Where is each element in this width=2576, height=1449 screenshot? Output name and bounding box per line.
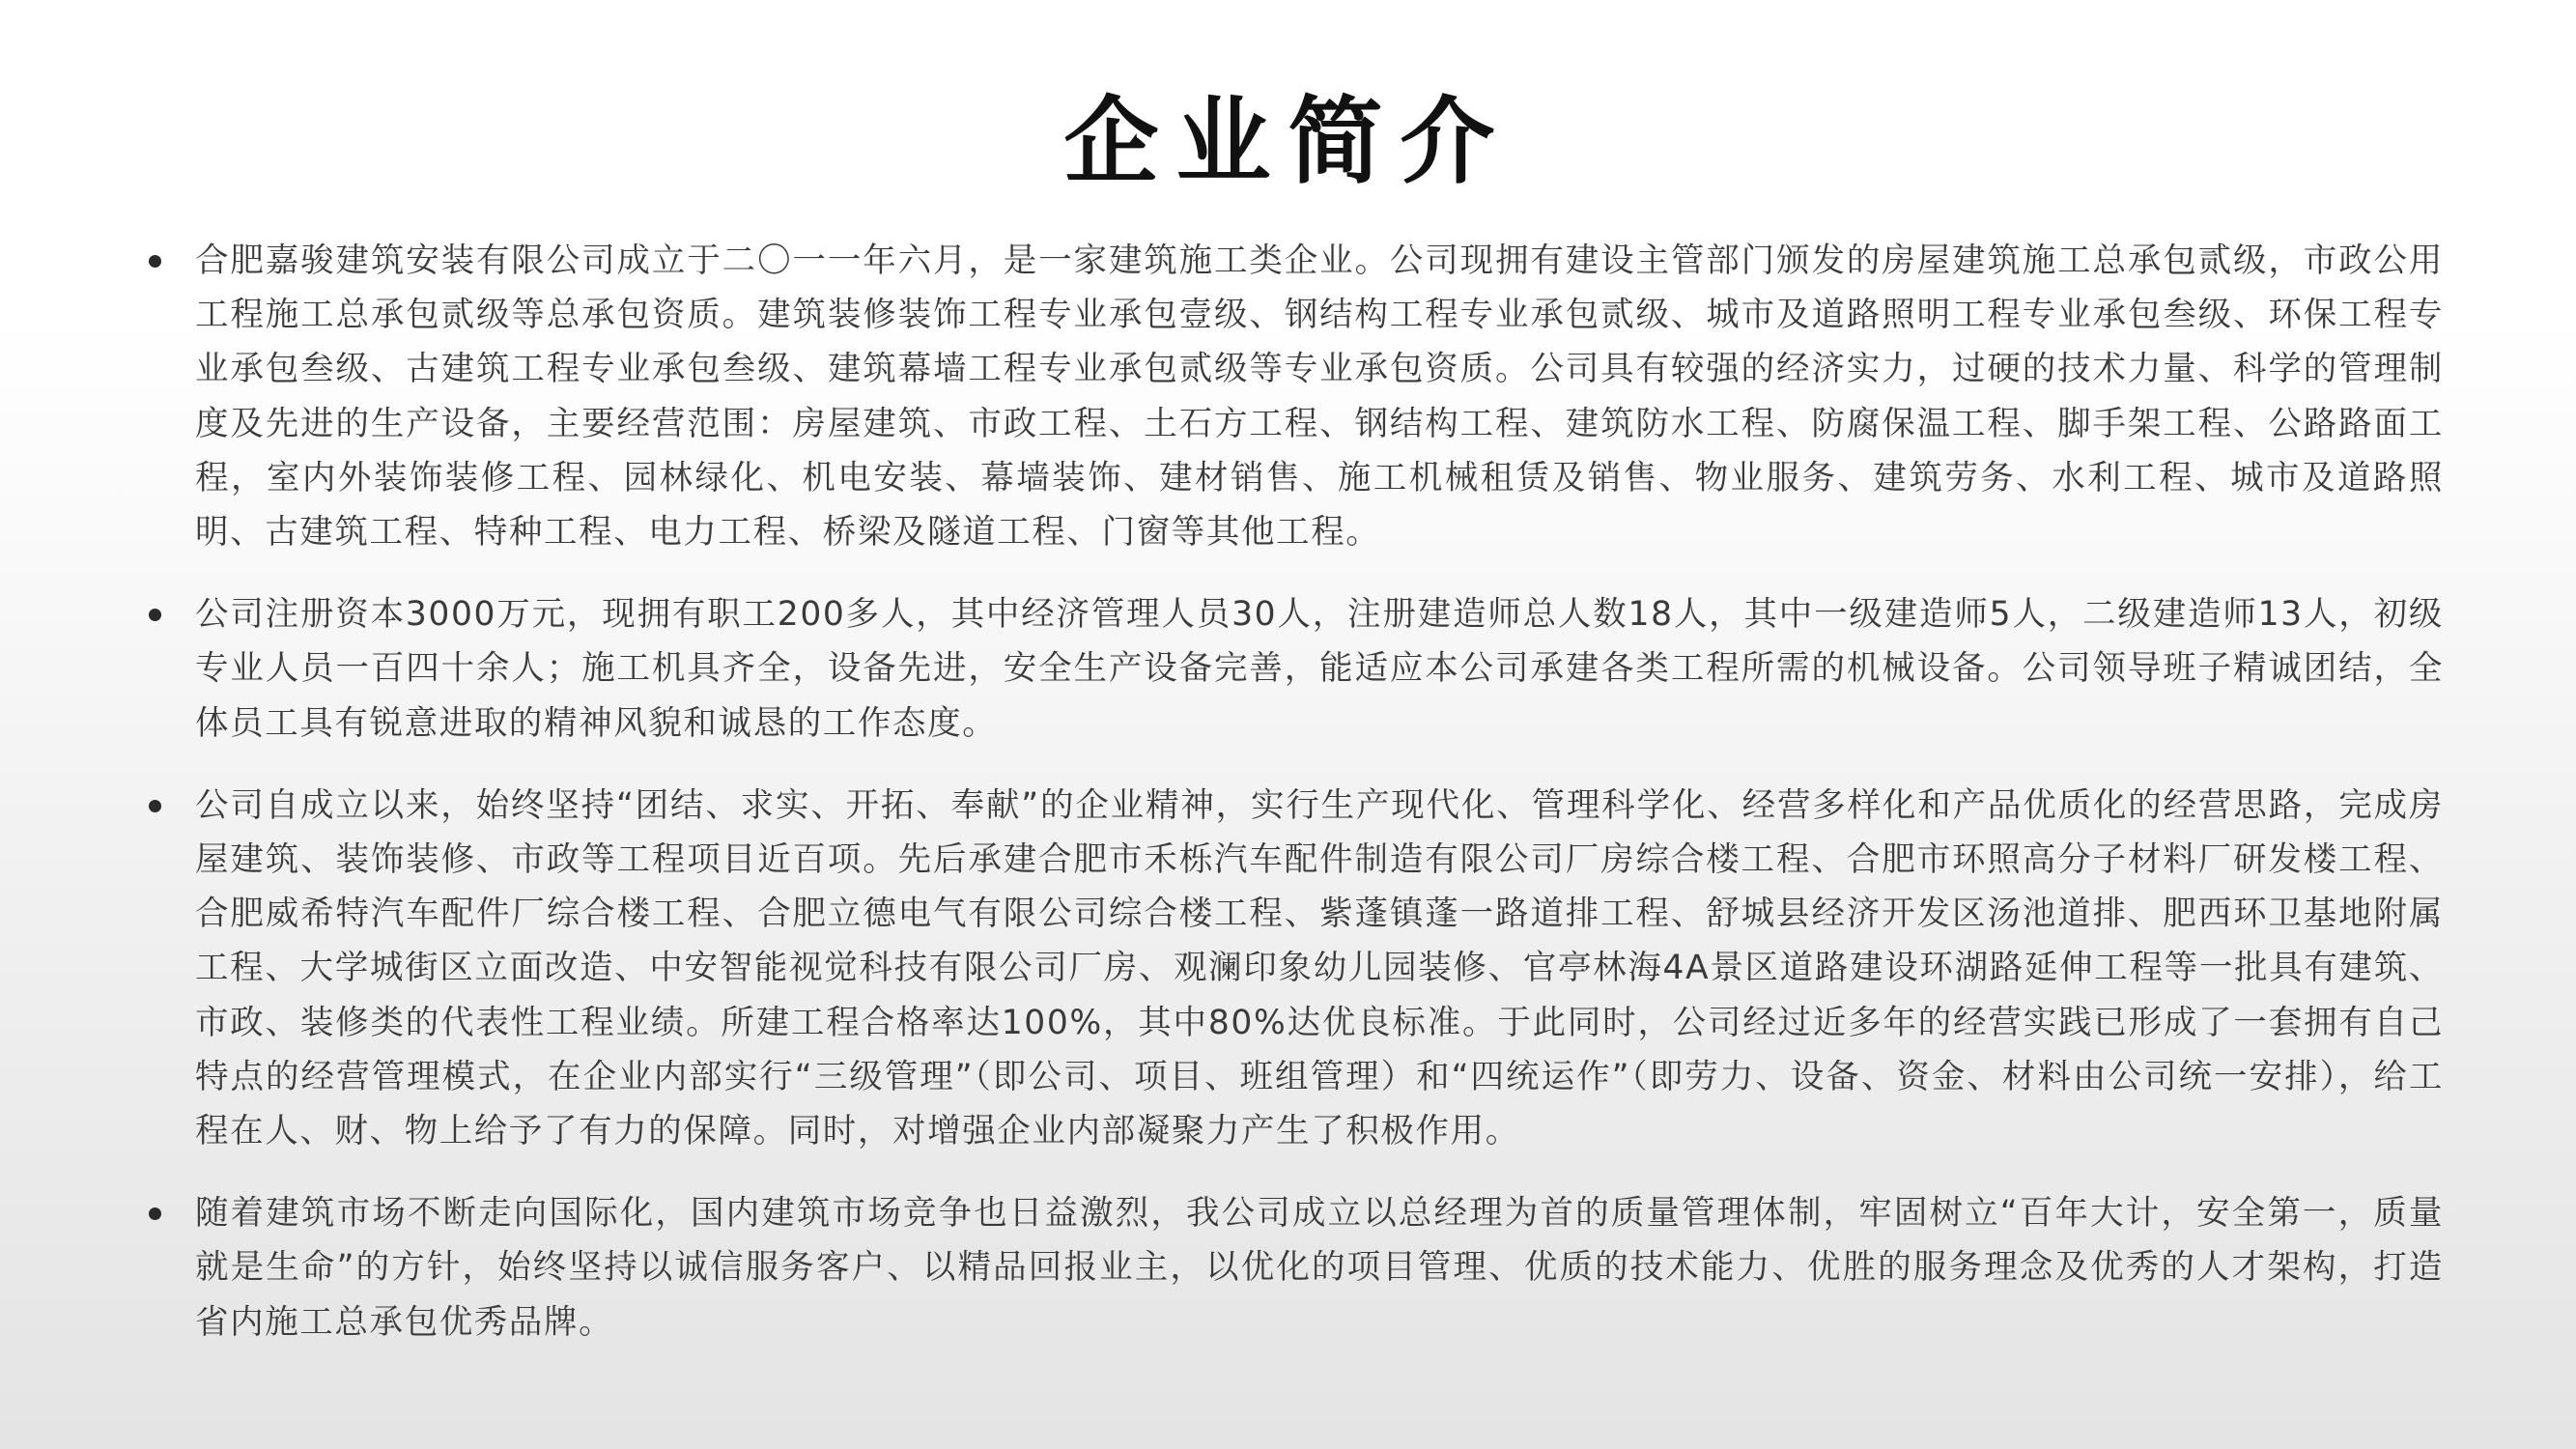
paragraph-text: 随着建筑市场不断走向国际化，国内建筑市场竞争也日益激烈，我公司成立以总经理为首的质量管理体制，牢固树立“百年大计，安全第一，质量就是生命”的方针，始终坚持以诚信服务客户、以精品回报业主，以优化的项目管理、优质的技术能力、优胜的服务理念及优秀的人才架构，打造省内施工总承包优秀品牌。 — [195, 1194, 2444, 1342]
paragraph-text: 公司自成立以来，始终坚持“团结、求实、开拓、奉献”的企业精神，实行生产现代化、管理科学化、经营多样化和产品优质化的经营思路，完成房屋建筑、装饰装修、市政等工程项目近百项。先后承建合肥市禾栎汽车配件制造有限公司厂房综合楼工程、合肥市环照高分子材料厂研发楼工程、合肥威希特汽车配件厂综合楼工程、合肥立德电气有限公司综合楼工程、紫蓬镇蓬一路道排工程、舒城县经济开发区汤池道排、肥西环卫基地附属工程、大学城街区立面改造、中安智能视觉科技有限公司厂房、观澜印象幼儿园装修、官亭林海4A景区道路建设环湖路延伸工程等一批具有建筑、市政、装修类的代表性工程业绩。所建工程合格率达100%，其中80%达优良标准。于此同时，公司经过近多年的经营实践已形成了一套拥有自己特点的经营管理模式，在企业内部实行“三级管理”（即公司、项目、班组管理）和“四统运作”（即劳力、设备、资金、材料由公司统一安排），给工程在人、财、物上给予了有力的保障。同时，对增强企业内部凝聚力产生了积极作用。 — [195, 785, 2444, 1151]
page-title: 企业简介 — [1063, 86, 1513, 197]
bullet-icon — [149, 609, 161, 621]
content-body — [145, 234, 2444, 1378]
bullet-icon — [149, 1208, 161, 1220]
paragraph-staff-capital — [145, 587, 2444, 751]
bullet-icon — [149, 255, 161, 268]
paragraph-quality-policy — [145, 1186, 2444, 1350]
paragraph-text: 合肥嘉骏建筑安装有限公司成立于二〇一一年六月，是一家建筑施工类企业。公司现拥有建设主管部门颁发的房屋建筑施工总承包贰级，市政公用工程施工总承包贰级等总承包资质。建筑装修装饰工程专业承包壹级、钢结构工程专业承包贰级、城市及道路照明工程专业承包叁级、环保工程专业承包叁级、古建筑工程专业承包叁级、建筑幕墙工程专业承包贰级等专业承包资质。公司具有较强的经济实力，过硬的技术力量、科学的管理制度及先进的生产设备，主要经营范围：房屋建筑、市政工程、土石方工程、钢结构工程、建筑防水工程、防腐保温工程、脚手架工程、公路路面工程，室内外装饰装修工程、园林绿化、机电安装、幕墙装饰、建材销售、施工机械租赁及销售、物业服务、建筑劳务、水利工程、城市及道路照明、古建筑工程、特种工程、电力工程、桥梁及隧道工程、门窗等其他工程。 — [195, 242, 2444, 553]
paragraph-history-projects — [145, 779, 2444, 1158]
paragraph-company-overview — [145, 234, 2444, 559]
paragraph-text: 公司注册资本3000万元，现拥有职工200多人，其中经济管理人员30人，注册建造师总人数18人，其中一级建造师5人，二级建造师13人，初级专业人员一百四十余人；施工机具齐全，设备先进，安全生产设备完善，能适应本公司承建各类工程所需的机械设备。公司领导班子精诚团结，全体员工具有锐意进取的精神风貌和诚恳的工作态度。 — [195, 595, 2444, 743]
bullet-icon — [149, 800, 161, 812]
